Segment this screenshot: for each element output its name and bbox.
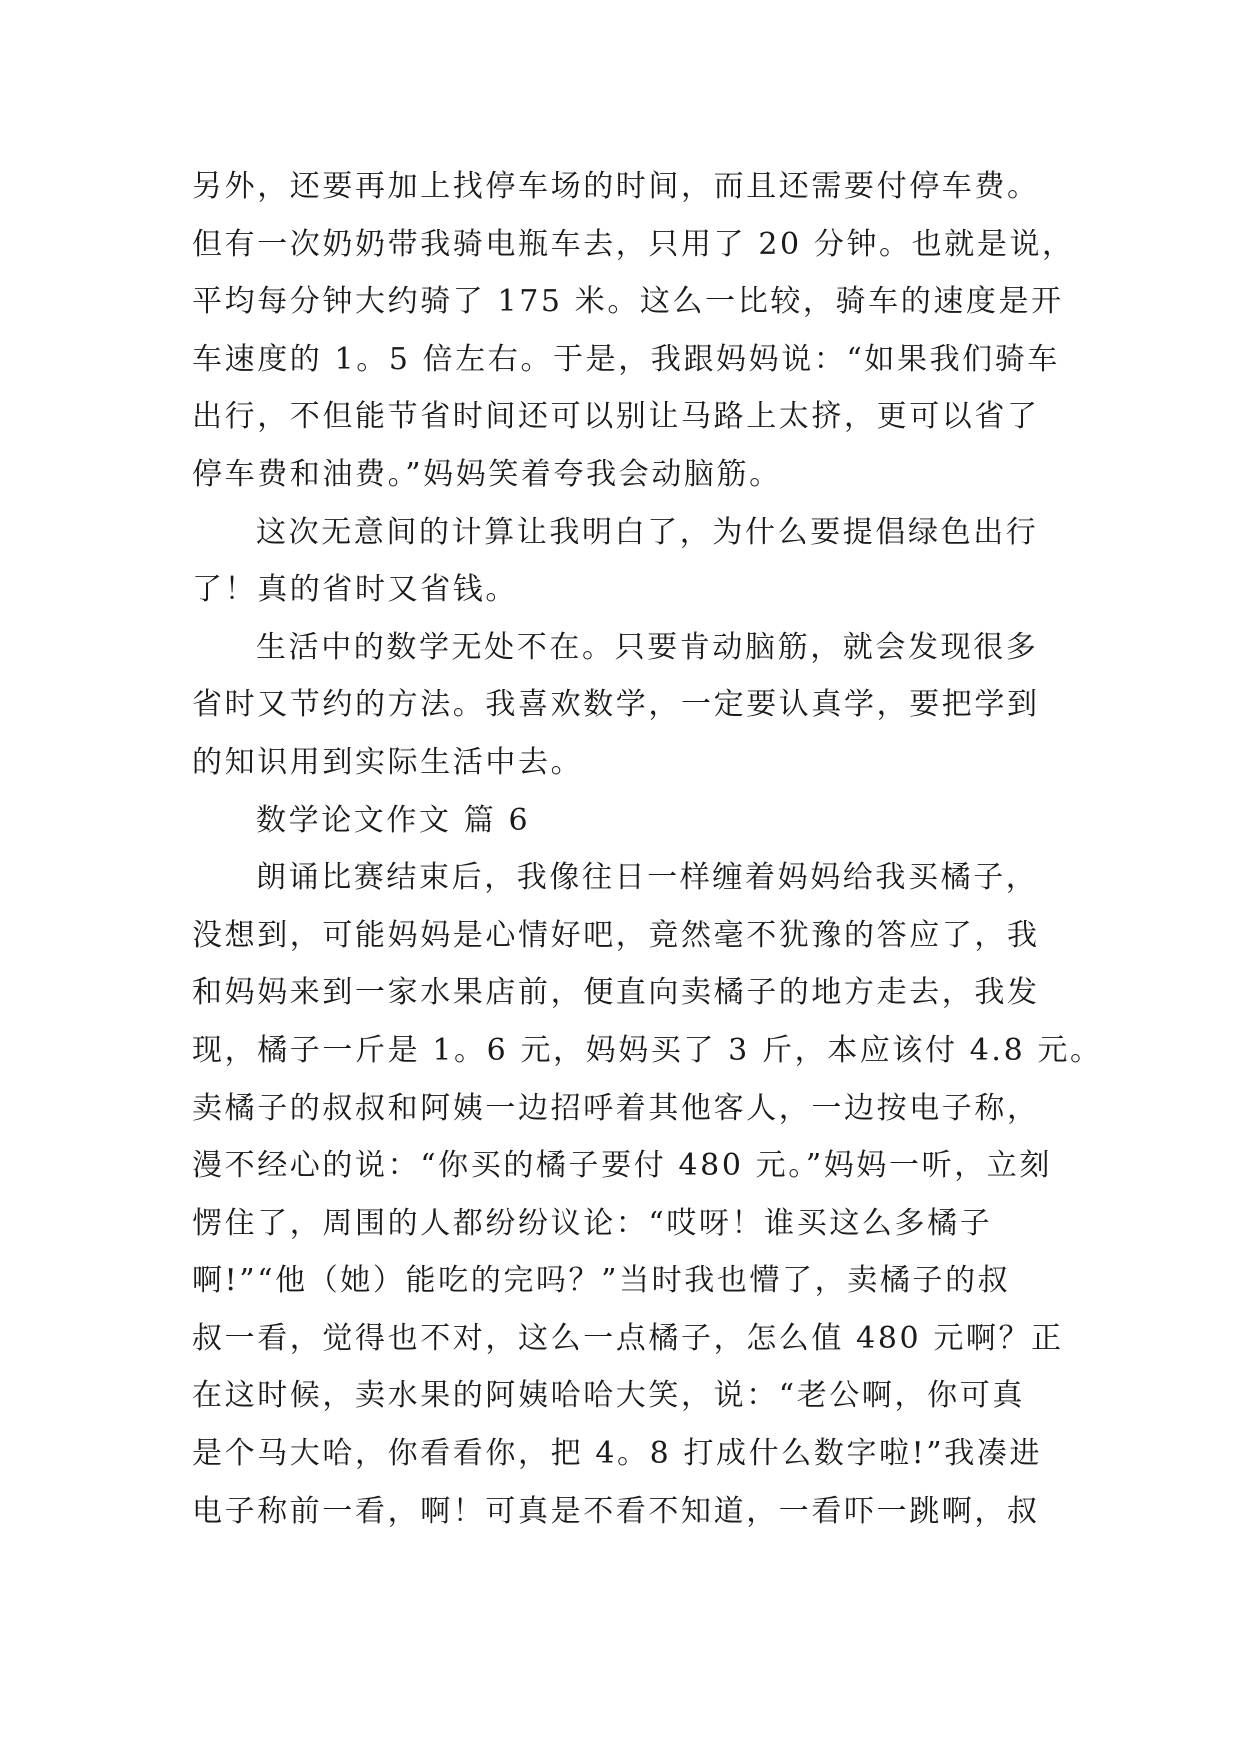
text-line: 漫不经心的说：“你买的橘子要付 480 元。”妈妈一听，立刻 xyxy=(192,1148,1053,1184)
text-line: 是个马大哈，你看看你，把 4。8 打成什么数字啦!”我凑进 xyxy=(192,1436,1043,1472)
text-line: 的知识用到实际生活中去。 xyxy=(192,744,584,780)
text-line: 车速度的 1。5 倍左右。于是，我跟妈妈说：“如果我们骑车 xyxy=(192,341,1060,377)
text-line: 在这时候，卖水果的阿姨哈哈大笑，说：“老公啊，你可真 xyxy=(192,1378,1025,1414)
section-heading: 数学论文作文 篇 6 xyxy=(256,802,531,838)
text-line: 出行，不但能节省时间还可以别让马路上太挤，更可以省了 xyxy=(192,399,1040,435)
text-line: 和妈妈来到一家水果店前，便直向卖橘子的地方走去，我发 xyxy=(192,975,1040,1011)
text-line: 停车费和油费。”妈妈笑着夸我会动脑筋。 xyxy=(192,456,782,492)
text-line: 现，橘子一斤是 1。6 元，妈妈买了 3 斤，本应该付 4.8 元。 xyxy=(192,1032,1103,1068)
text-line: 省时又节约的方法。我喜欢数学，一定要认真学，要把学到 xyxy=(192,687,1040,723)
text-line: 但有一次奶奶带我骑电瓶车去，只用了 20 分钟。也就是说， xyxy=(192,226,1075,262)
text-line: 平均每分钟大约骑了 175 米。这么一比较，骑车的速度是开 xyxy=(192,284,1064,320)
document-body xyxy=(192,158,1103,1540)
text-line: 没想到，可能妈妈是心情好吧，竟然毫不犹豫的答应了，我 xyxy=(192,917,1040,953)
paragraph-start-line: 朗诵比赛结束后，我像往日一样缠着妈妈给我买橘子， xyxy=(256,860,1039,896)
text-line: 了！真的省时又省钱。 xyxy=(192,572,518,608)
text-line: 电子称前一看，啊！可真是不看不知道，一看吓一跳啊，叔 xyxy=(192,1493,1040,1529)
text-line: 另外，还要再加上找停车场的时间，而且还需要付停车费。 xyxy=(192,169,1040,204)
text-line: 卖橘子的叔叔和阿姨一边招呼着其他客人，一边按电子称， xyxy=(192,1090,1040,1126)
text-line: 愣住了，周围的人都纷纷议论：“哎呀！谁买这么多橘子 xyxy=(192,1205,993,1241)
text-line: 啊!”“他（她）能吃的完吗？”当时我也懵了，卖橘子的叔 xyxy=(192,1263,1011,1299)
text-line: 叔一看，觉得也不对，这么一点橘子，怎么值 480 元啊？正 xyxy=(192,1320,1064,1356)
paragraph-start-line: 生活中的数学无处不在。只要肯动脑筋，就会发现很多 xyxy=(256,629,1039,665)
paragraph-start-line: 这次无意间的计算让我明白了，为什么要提倡绿色出行 xyxy=(256,514,1039,550)
